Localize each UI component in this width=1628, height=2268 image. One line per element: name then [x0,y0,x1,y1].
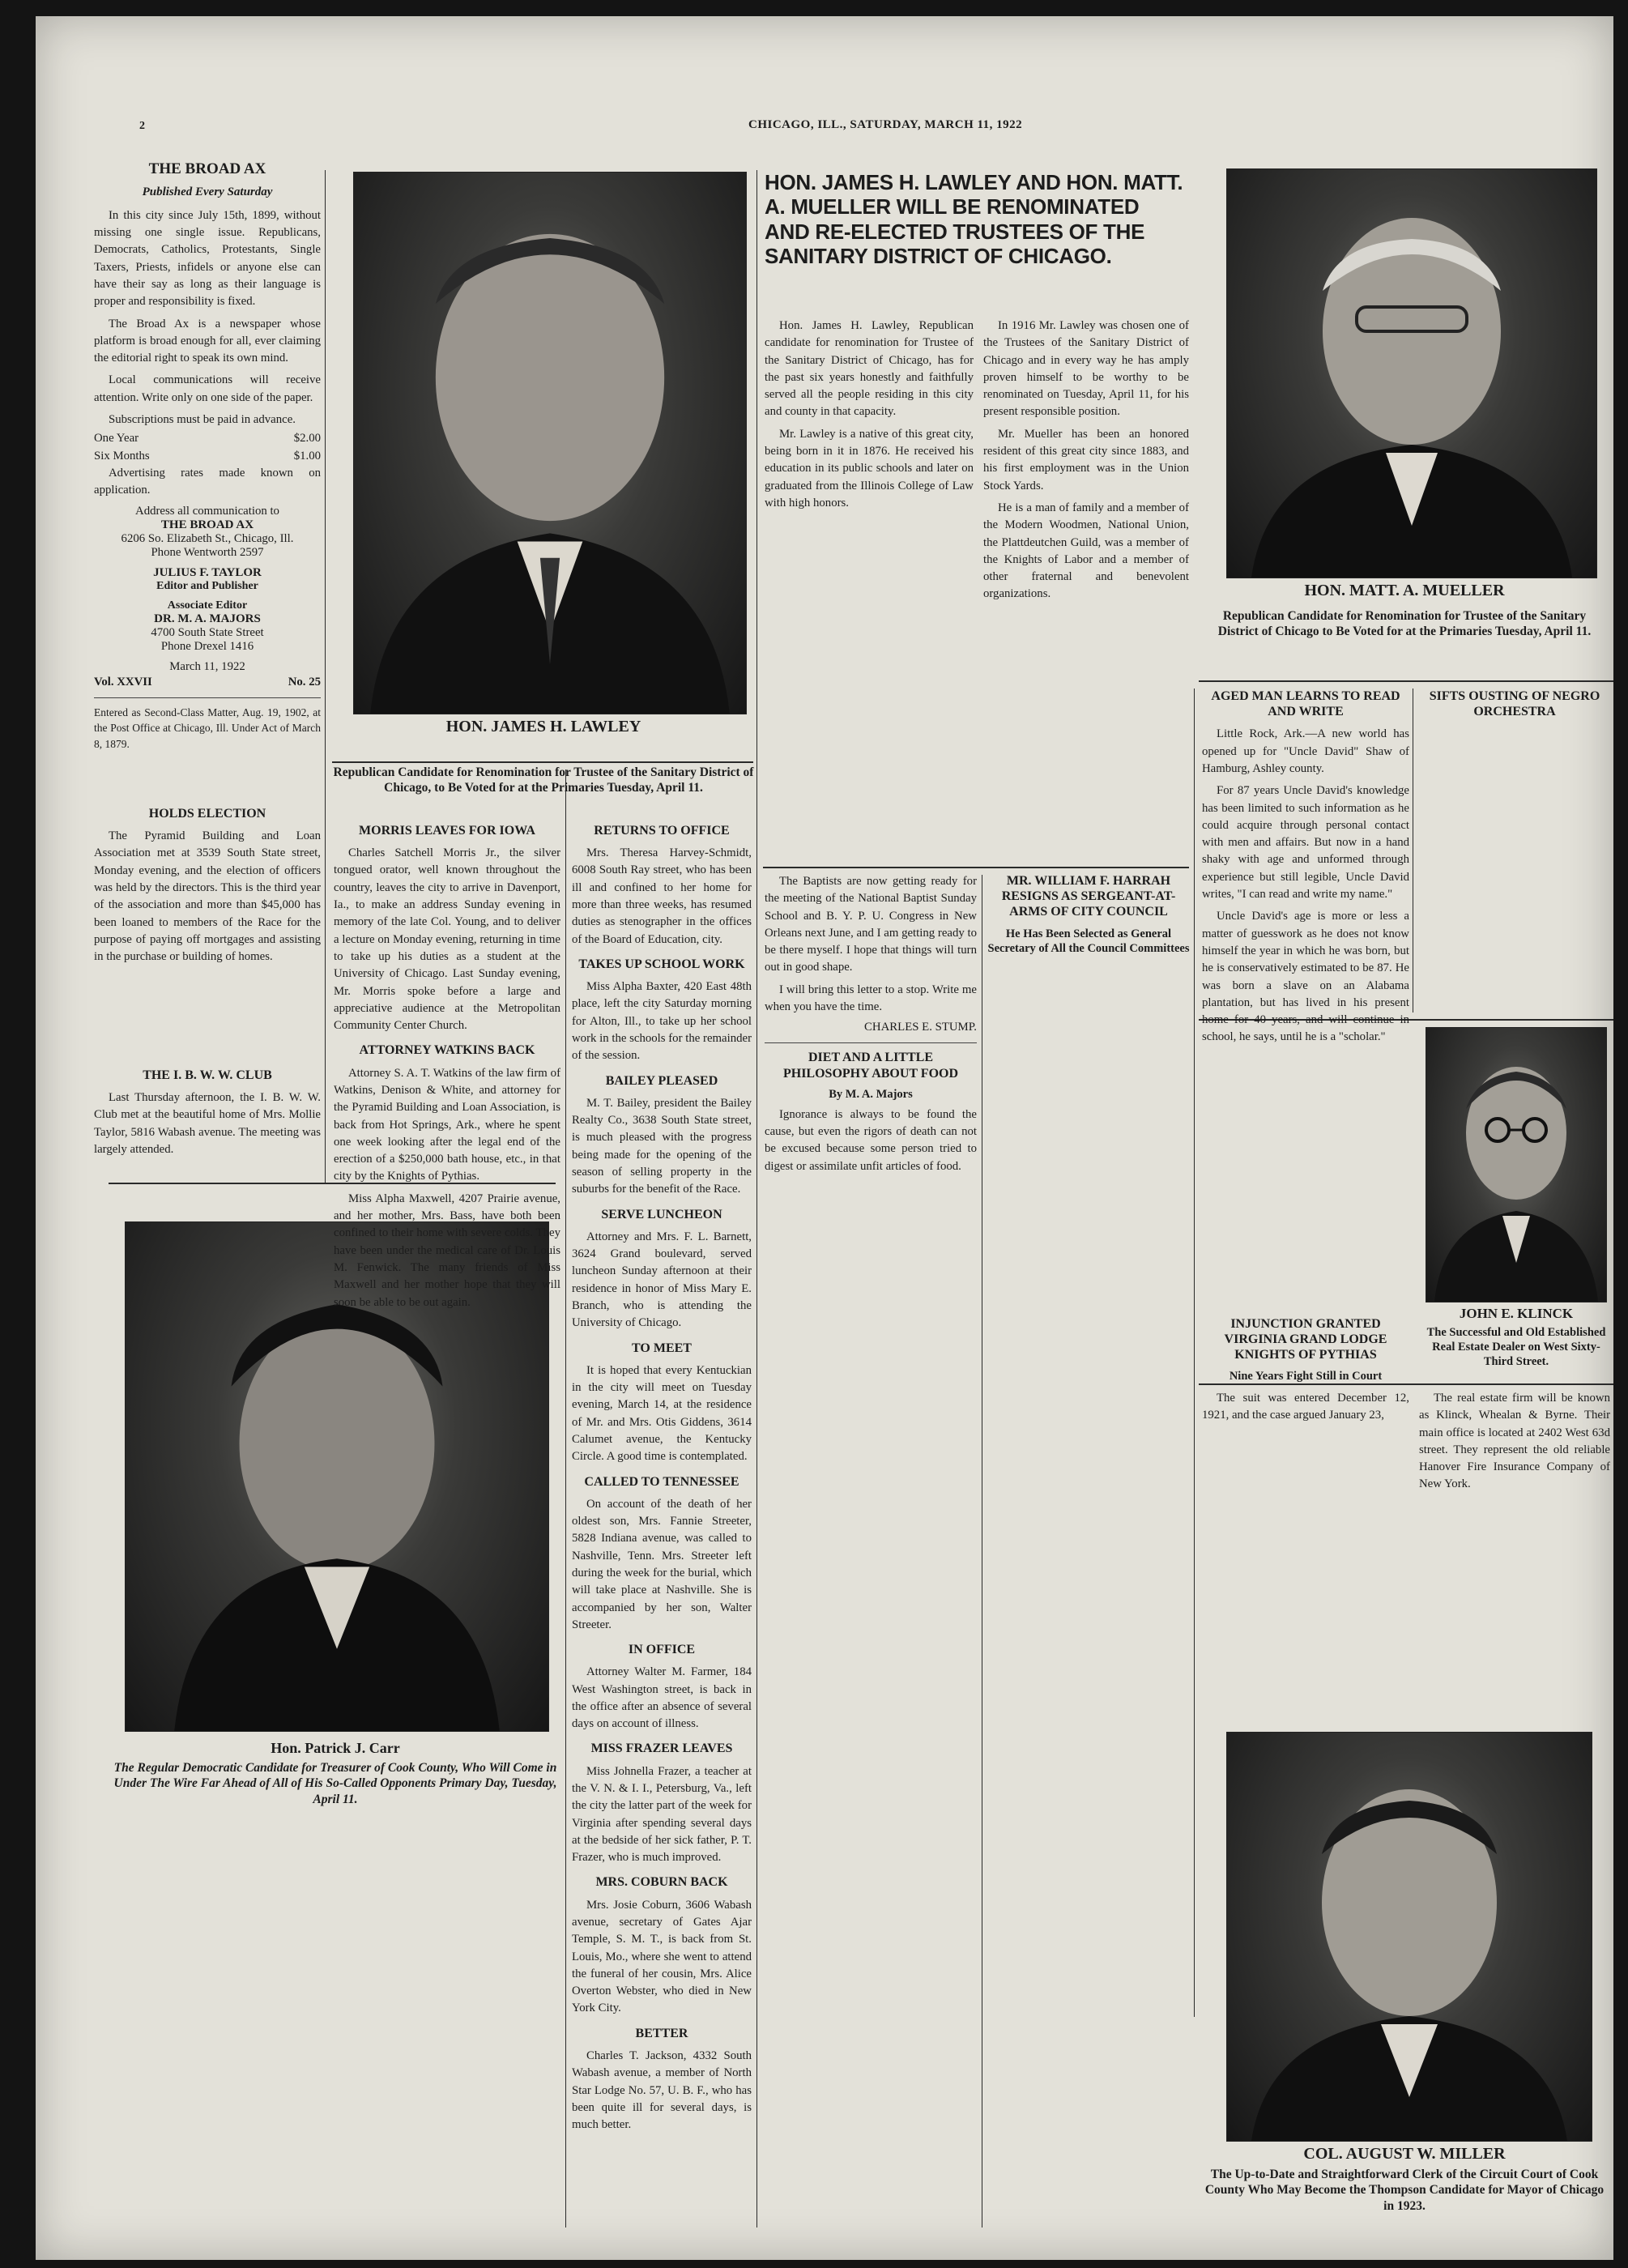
main-headline-block [765,170,1187,313]
klinck-p2: The real estate firm will be known as Klinck, Whealan & Byrne. Their main office is located at 2402 West 63d street. They represent the old reliable Hanover Fire Insurance Company of New York. [1419,1392,1610,1491]
column-2 [334,823,560,2119]
column-5-lower [987,873,1191,2234]
editor-title: Editor and Publisher [156,579,258,592]
diet-byline: By M. A. Majors [829,1087,913,1101]
miller-caption [1202,2145,1607,2234]
baptists-p3: I will bring this letter to a stop. Write me when you have the time. [765,983,977,1014]
morris-text: Charles Satchell Morris Jr., the silver tongued orator, well known throughout the country, leaves the city to arrive in Davenport, Ia., to make an address Sunday evening in memory of the late Col. Young, and to deliver a lecture on Monday evening, returning in time to take up his duties as a student at the University of Chicago. Last Sunday evening, Mr. Morris spoke before a large and appreciative audience at the Metropolitan Community Center Church. [334,846,560,1033]
lawley-portrait-photo [353,172,747,714]
miller-name: COL. AUGUST W. MILLER [1303,2145,1506,2163]
lawley-caption-text-block [332,765,755,821]
coburn-text: Mrs. Josie Coburn, 3606 Wabash avenue, secretary of Gates Ajar Temple, S. M. T., is back from St. Louis, Mo., where she went to attend the funeral of her cousin, Mrs. Alice Overton Webster, who died in New York City. [572,1898,752,2015]
harrah-subheading: He Has Been Selected as General Secretary of All the Council Committees [987,927,1190,956]
ibww-club-article [94,1068,321,1181]
baptists-signature: CHARLES E. STUMP. [864,1021,977,1034]
coburn-heading: MRS. COBURN BACK [595,1875,728,1890]
page-number: 2 [139,120,145,132]
morris-heading: MORRIS LEAVES FOR IOWA [359,824,535,838]
carr-name: Hon. Patrick J. Carr [271,1740,400,1756]
klinck-caption-text: The Successful and Old Established Real Estate Dealer on West Sixty-Third Street. [1426,1326,1606,1369]
lawley-name: HON. JAMES H. LAWLEY [445,718,641,735]
injunction-article [1202,1316,1409,1705]
assoc-editor-phone: Phone Drexel 1416 [160,639,254,653]
luncheon-heading: SERVE LUNCHEON [601,1207,722,1221]
broadax-subscriptions: Subscriptions must be paid in advance. [109,413,296,427]
aged-man-p2: For 87 years Uncle David's knowledge has been limited to such information as he could acquire through personal contact with men and affairs. But now in a hand shaky with age and unformed through experience but still legible, Uncle David writes, "I can read and write my name." [1202,784,1409,902]
maxwell-text: Miss Alpha Maxwell, 4207 Prairie avenue, and her mother, Mrs. Bass, have both been confined to their home with severe colds. They have been under the medical care of Dr. Louis M. Fenwick. The many friends of Miss Maxwell and her mother hope that they will soon be able to be out again. [334,1192,560,1309]
entered-notice: Entered as Second-Class Matter, Aug. 19, 1902, at the Post Office at Chicago, Ill. Under Act of March 8, 1879. [94,706,321,750]
frazer-heading: MISS FRAZER LEAVES [590,1742,733,1756]
editor-name: JULIUS F. TAYLOR [153,565,262,579]
diet-p3: Ignorance is always to be found the cause, but even the rigors of death can not be excused because some person tried to digest or assimilate unfit articles of food. [765,1107,977,1173]
sifts-heading: SIFTS OUSTING OF NEGRO ORCHESTRA [1429,689,1600,719]
lawley-caption [332,718,755,766]
school-work-text: Miss Alpha Baxter, 420 East 48th place, left the city Saturday morning for Alton, Ill., to take up her school work in the schools for the remainder of the session. [572,980,752,1063]
tennessee-heading: CALLED TO TENNESSEE [584,1474,739,1489]
rate-one-year: One Year $2.00 [94,432,321,446]
assoc-editor-address: 4700 South State Street [151,625,264,639]
dateline: CHICAGO, ILL., SATURDAY, MARCH 11, 1922 [748,118,1023,131]
school-work-heading: TAKES UP SCHOOL WORK [578,957,745,971]
main-headline: HON. JAMES H. LAWLEY AND HON. MATT. A. MUELLER WILL BE RENOMINATED AND RE-ELECTED TRUSTEES OF THE SANITARY DISTRICT OF CHICAGO. [765,170,1183,269]
tennessee-text: On account of the death of her oldest son, Mrs. Fannie Streeter, 5828 Indiana avenue, was called to Nashville, Tenn. Mrs. Streeter left during the week for the burial, which will take place at Nashville. She is accompanied by her son, Walter Streeter. [572,1497,752,1631]
mueller-portrait-photo [1226,168,1597,578]
broadax-communications: Local communications will receive attention. Write only on one side of the paper. [94,373,321,404]
watkins-heading: ATTORNEY WATKINS BACK [359,1043,535,1058]
harrah-heading: MR. WILLIAM F. HARRAH RESIGNS AS SERGEANT-AT-ARMS OF CITY COUNCIL [1001,874,1176,919]
holds-election-text: The Pyramid Building and Loan Association met at 3539 South State street, Monday evening, and the election of officers was held by the directors. This is the third year of the association and more than $45,000 has been loaned to members of the Race for the purpose of paying off mortgages and assisting in the purchase or building of homes. [94,829,321,964]
main-story-p7: He is a man of family and a member of the Modern Woodmen, National Union, the Plattdeutchen Guild, was a member of the Knights of Labor and a member of other fraternal and benevolent organizations. [983,501,1189,601]
klinck-article [1419,1390,1610,1738]
diet-heading: DIET AND A LITTLE PHILOSOPHY ABOUT FOOD [782,1051,959,1081]
column-4-lower [765,873,977,2234]
main-story-p6: Mr. Mueller has been an honored resident of this great city since 1883, and his first employment was in the Union Stock Yards. [983,427,1189,492]
better-heading: BETTER [635,2026,688,2040]
injunction-p2: The suit was entered December 12, 1921, and the case argued January 23, [1202,1391,1409,1422]
issue-date: March 11, 1922 [169,659,245,673]
main-story-col-a [765,318,974,865]
assoc-editor-label: Associate Editor [167,599,248,612]
injunction-subheading: Nine Years Fight Still in Court [1229,1369,1383,1383]
broadax-subtitle: Published Every Saturday [142,185,273,198]
in-office-heading: IN OFFICE [628,1643,696,1657]
broadax-intro: In this city since July 15th, 1899, without missing one single issue. Republicans, Democrats, Catholics, Protestants, Single Taxers, Priests, infidels or anyone else can have their say as long as their language is proper and responsibility is fixed. [94,208,321,309]
klinck-portrait-photo [1426,1027,1607,1302]
baptists-p1: The Baptists are now getting ready for the meeting of the National Baptist Sunday School and B. Y. P. U. Congress in New Orleans next June, and I am getting ready to be there myself. I hope that things will turn out in good shape. [765,875,977,974]
main-story-p2: Mr. Lawley is a native of this great city, being born in it in 1876. He received his education in its public schools and later on graduated from the Illinois College of Law with high honors. [765,427,974,509]
rate-six-months: Six Months $1.00 [94,449,321,463]
aged-man-p5: Uncle David's age is more or less a matter of guesswork as he does not know himself the year in which he was born, but he is conservatively estimated to be 87. He was born a slave on an Alabama plantation, but has lived in his present home for 40 years, and will continue in school, he says, until he is a "scholar." [1202,910,1409,1044]
broadax-platform: The Broad Ax is a newspaper whose platform is broad enough for all, ever claiming the editorial right to speak its own mind. [94,317,321,365]
main-story-p1: Hon. James H. Lawley, Republican candidate for renomination for Trustee of the Sanitary District of Chicago, has for the past six years honestly and faithfully served all the people residing in this city and county in that capacity. [765,319,974,419]
frazer-text: Miss Johnella Frazer, a teacher at the V. N. & I. I., Petersburg, Va., left the city the latter part of the week for Virginia after spending several days at the bedside of her sick father, P. T. Frazer, who is much improved. [572,1764,752,1865]
broadax-phone: Phone Wentworth 2597 [151,545,264,559]
aged-man-p1: Little Rock, Ark.—A new world has opened up for "Uncle David" Shaw of Hamburg, Ashley county. [1202,727,1409,775]
ibww-club-p1: Last Thursday afternoon, the I. B. W. W. Club met at the beautiful home of Mrs. Mollie Taylor, 5816 Wabash avenue. The meeting was largely attended. [94,1091,321,1157]
bailey-text: M. T. Bailey, president the Bailey Realty Co., 3638 South State street, is much pleased with the progress being made for the opening of the season of selling property in the suburbs for the benefit of the Race. [572,1096,752,1196]
returns-text: Mrs. Theresa Harvey-Schmidt, 6008 South Ray street, who has been ill and confined to her home for more than three weeks, has resumed duties as stenographer in the offices of the Board of Education, city. [572,846,752,946]
mueller-caption [1202,582,1607,679]
main-story-col-b [983,318,1189,865]
mueller-name: HON. MATT. A. MUELLER [1304,582,1505,599]
broadax-address: 6206 So. Elizabeth St., Chicago, Ill. [121,531,294,545]
column-7-top [1419,688,1610,1013]
mueller-caption-text: Republican Candidate for Renomination for Trustee of the Sanitary District of Chicago to Be Voted for at the Primaries Tuesday, April 11. [1217,609,1592,639]
carr-caption-text: The Regular Democratic Candidate for Treasurer of Cook County, Who Will Come in Under The Wire Far Ahead of All of His So-Called Opponents Primary Day, Tuesday, April 11. [113,1761,557,1806]
returns-heading: RETURNS TO OFFICE [594,824,730,838]
assoc-editor-name: DR. M. A. MAJORS [154,612,261,625]
watkins-p1: Attorney S. A. T. Watkins of the law firm of Watkins, Denison & White, and attorney for the Pyramid Building and Loan Association, is back from Hot Springs, Ark., where he spent one week looking after the legal end of the erection of a $250,000 bath house, etc., in that city by the Knights of Pythias. [334,1066,560,1183]
main-story-p3: In 1916 Mr. Lawley was chosen one of the Trustees of the Sanitary District of Chicago and in every way he has amply proven himself to be worthy to be renominated on Tuesday, April 11, for his present responsible position. [983,319,1189,419]
klinck-caption [1421,1306,1612,1382]
broadax-title: THE BROAD AX [148,160,266,177]
holds-election-heading: HOLDS ELECTION [148,807,266,821]
broadax-box [94,160,321,802]
lawley-caption-text: Republican Candidate for Renomination for Trustee of the Sanitary District of Chicago, to Be Voted for at the Primaries Tuesday, April 11. [333,765,754,795]
in-office-text: Attorney Walter M. Farmer, 184 West Washington street, is back in the office after an absence of several days on account of illness. [572,1665,752,1731]
address-label: Address all communication to [135,504,279,518]
aged-man-article [1202,688,1409,1312]
luncheon-text: Attorney and Mrs. F. L. Barnett, 3624 Grand boulevard, served luncheon Sunday afternoon at their residence in honor of Miss Mary E. Branch, who is attending the University of Chicago. [572,1230,752,1330]
broadax-name: THE BROAD AX [160,518,254,531]
newspaper-page [36,16,1613,2260]
klinck-name: JOHN E. KLINCK [1459,1306,1574,1321]
holds-election-article [94,806,321,1065]
column-3 [572,823,752,2224]
miller-caption-text: The Up-to-Date and Straightforward Clerk of the Circuit Court of Cook County Who May Become the Thompson Candidate for Mayor of Chicago in 1923. [1204,2168,1605,2213]
ibww-club-heading: THE I. B. W. W. CLUB [143,1068,272,1082]
miller-portrait-photo [1226,1732,1592,2142]
broadax-advertising: Advertising rates made known on application. [94,466,321,497]
injunction-heading: INJUNCTION GRANTED VIRGINIA GRAND LODGE KNIGHTS OF PYTHIAS [1224,1317,1387,1362]
bailey-heading: BAILEY PLEASED [605,1073,718,1088]
volume-number: Vol. XXVII No. 25 [94,675,321,688]
to-meet-text: It is hoped that every Kentuckian in the city will meet on Tuesday evening, March 14, at the residence of Mr. and Mrs. Otis Giddens, 3614 Calumet avenue, the Kentucky Circle. A good time is contemplated. [572,1363,752,1464]
to-meet-heading: TO MEET [632,1341,692,1355]
better-text: Charles T. Jackson, 4332 South Wabash avenue, a member of North Star Lodge No. 57, U. B. F., who has been quite ill for several days, is much better. [572,2048,752,2132]
aged-man-heading: AGED MAN LEARNS TO READ AND WRITE [1211,689,1400,719]
